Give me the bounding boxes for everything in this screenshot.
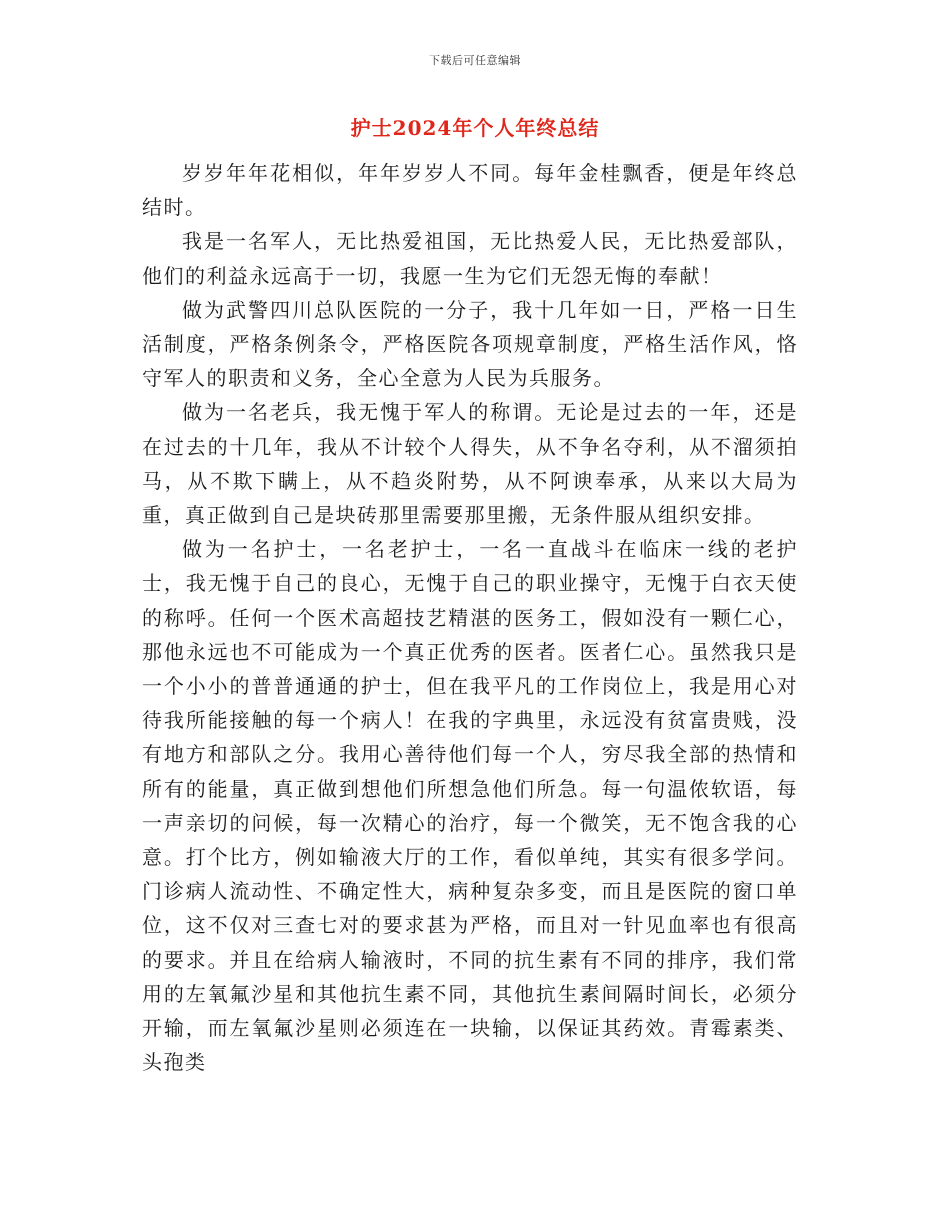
paragraph: 我是一名军人，无比热爱祖国，无比热爱人民，无比热爱部队，他们的利益永远高于一切，我愿一生为它们无怨无悔的奉献！ <box>142 229 798 288</box>
paragraph: 做为武警四川总队医院的一分子，我十几年如一日，严格一日生活制度，严格条例条令，严格医院各项规章制度，严格生活作风，恪守军人的职责和义务，全心全意为人民为兵服务。 <box>142 297 798 391</box>
paragraph: 做为一名老兵，我无愧于军人的称谓。无论是过去的一年，还是在过去的十几年，我从不计较个人得失，从不争名夺利，从不溜须拍马，从不欺下瞒上，从不趋炎附势，从不阿谀奉承，从来以大局为重，真正做到自己是块砖那里需要那里搬，无条件服从组织安排。 <box>142 400 798 528</box>
paragraph: 做为一名护士，一名老护士，一名一直战斗在临床一线的老护士，我无愧于自己的良心，无愧于自己的职业操守，无愧于白衣天使的称呼。任何一个医术高超技艺精湛的医务工，假如没有一颗仁心，那他永远也不可能成为一个真正优秀的医者。医者仁心。虽然我只是一个小小的普普通通的护士，但在我平凡的工作岗位上，我是用心对待我所能接触的每一个病人！在我的字典里，永远没有贫富贵贱，没有地方和部队之分。我用心善待他们每一个人，穷尽我全部的热情和所有的能量，真正做到想他们所想急他们所急。每一句温侬软语，每一声亲切的问候，每一次精心的治疗，每一个微笑，无不饱含我的心意。打个比方，例如输液大厅的工作，看似单纯，其实有很多学问。门诊病人流动性、不确定性大，病种复杂多变，而且是医院的窗口单位，这不仅对三查七对的要求甚为严格，而且对一针见血率也有很高的要求。并且在给病人输液时，不同的抗生素有不同的排序，我们常用的左氧氟沙星和其他抗生素不同，其他抗生素间隔时间长，必须分开输，而左氧氟沙星则必须连在一块输，以保证其药效。青霉素类、头孢类 <box>142 537 798 1075</box>
document-body <box>142 156 798 1079</box>
header-note: 下载后可任意编辑 <box>429 54 521 67</box>
document-title: 护士2024年个人年终总结 <box>350 116 600 140</box>
paragraph: 岁岁年年花相似，年年岁岁人不同。每年金桂飘香，便是年终总结时。 <box>142 161 798 220</box>
